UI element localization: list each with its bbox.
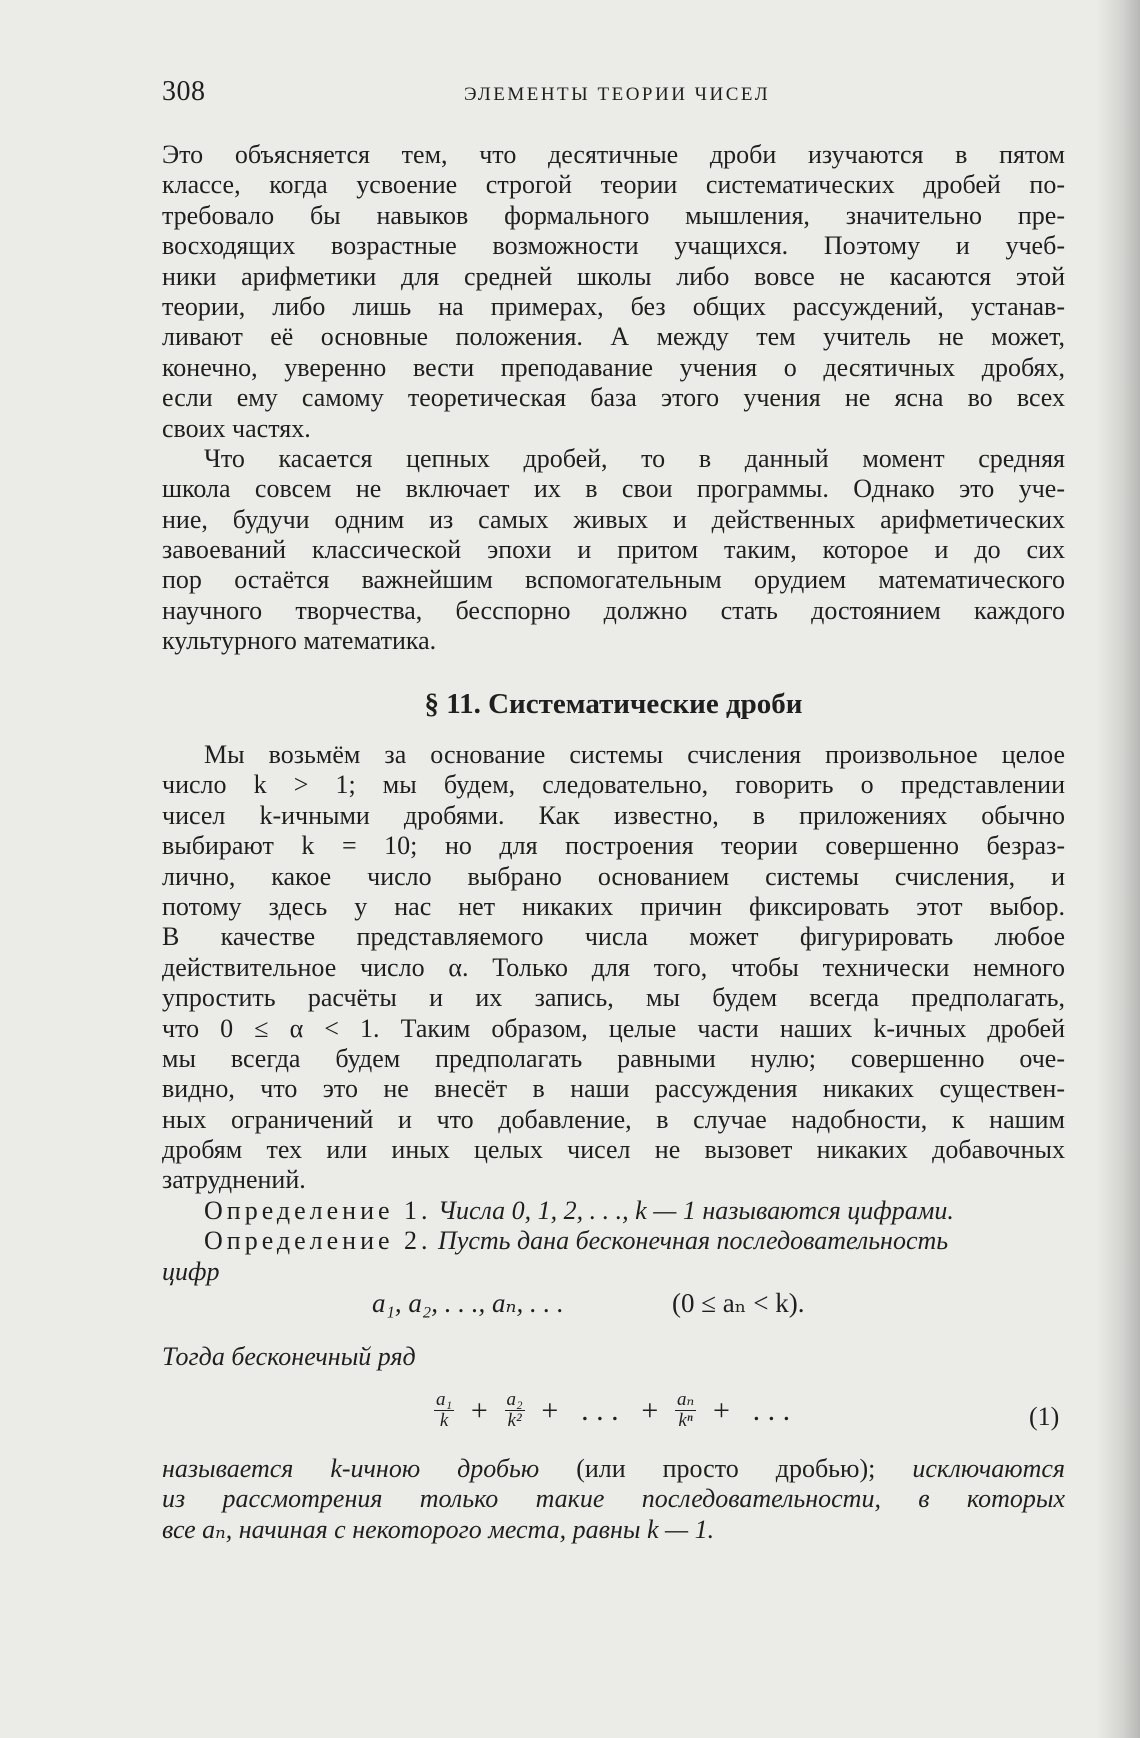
plus-sign: + — [470, 1393, 488, 1427]
text-line: культурного математика. — [162, 626, 437, 656]
page-number: 308 — [162, 76, 206, 107]
section-text — [162, 740, 1065, 1287]
ellipsis: . . . — [581, 1393, 619, 1427]
text-line: ных ограничений и что добавление, в случае надобности, к нашим — [162, 1104, 1065, 1134]
definition-label: Определение 1. — [204, 1195, 432, 1225]
text-line: если ему самому теоретическая база этого учения не ясна во всех — [162, 383, 1065, 413]
text-line: Что касается цепных дробей, то в данный момент средняя — [204, 443, 1065, 473]
text-line: научного творчества, бесспорно должно стать достоянием каждого — [162, 595, 1065, 625]
section-heading: § 11. Систематические дроби — [424, 688, 803, 720]
text-line: все aₙ, начиная с некоторого места, равны k — 1. — [162, 1514, 715, 1544]
text-line: классе, когда усвоение строгой теории систематических дробей по- — [162, 170, 1065, 200]
text-fragment: (или просто дробью); — [576, 1454, 876, 1483]
text-line — [162, 1454, 1065, 1484]
sequence-condition: (0 ≤ aₙ < k). — [672, 1288, 805, 1318]
text-line: упростить расчёты и их запись, мы будем всегда предполагать, — [162, 983, 1065, 1013]
fraction-term-2: $\frac{\text{a₂}}{\text{k²}}$ — [506, 1389, 523, 1431]
sequence-formula: a₁, a₂, . . ., aₙ, . . . — [372, 1288, 564, 1318]
text-line: что 0 ≤ α < 1. Таким образом, целые части наших k-ичных дробей — [162, 1013, 1065, 1043]
intro-text — [162, 140, 1065, 657]
page-edge-shadow — [1096, 0, 1140, 1738]
text-line: школа совсем не включает их в свои программы. Однако это уче- — [162, 474, 1065, 504]
text-line: лично, какое число выбрано основанием системы счисления, и — [162, 861, 1065, 891]
plus-sign: + — [712, 1393, 730, 1427]
running-title: ЭЛЕМЕНТЫ ТЕОРИИ ЧИСЕЛ — [464, 84, 771, 105]
text-line: теории, либо лишь на примерах, без общих рассуждений, устанав- — [162, 291, 1065, 321]
text-line: своих частях. — [162, 413, 311, 443]
equation-number: (1) — [1029, 1402, 1060, 1431]
text-line: чисел k-ичными дробями. Как известно, в приложениях обычно — [162, 800, 1065, 830]
text-line: действительное число α. Только для того, чтобы технически немного — [162, 952, 1065, 982]
closing-text — [162, 1454, 1065, 1545]
text-line: выбирают k = 10; но для построения теории совершенно безраз- — [162, 831, 1065, 861]
text-line: потому здесь у нас нет никаких причин фиксировать этот выбор. — [162, 891, 1065, 921]
text-line: затруднений. — [162, 1165, 306, 1195]
text-line: ники арифметики для средней школы либо вовсе не касаются этой — [162, 261, 1065, 291]
definition-1 — [162, 1196, 1065, 1226]
text-line: видно, что это не внесёт в наши рассуждения никаких существен- — [162, 1074, 1065, 1104]
plus-sign: + — [541, 1393, 559, 1427]
definition-2 — [162, 1226, 1065, 1256]
definition-text: Числа 0, 1, 2, . . ., k — 1 называются цифрами. — [438, 1195, 954, 1225]
then-line: Тогда бесконечный ряд — [162, 1342, 416, 1371]
fraction-term-n: $\frac{\text{aₙ}}{\text{kⁿ}}$ — [676, 1389, 695, 1431]
text-line: из рассмотрения только такие последовательности, в которых — [162, 1484, 1065, 1514]
text-line: Это объясняется тем, что десятичные дроби изучаются в пятом — [162, 140, 1065, 169]
series-formula — [432, 1390, 798, 1450]
definition-text: Пусть дана бесконечная последовательность — [438, 1226, 949, 1256]
text-line: требовало бы навыков формального мышления, значительно пре- — [162, 200, 1065, 230]
text-line: число k > 1; мы будем, следовательно, говорить о представлении — [162, 770, 1065, 800]
fraction-term-1: $\frac{\text{a₁}}{k}$ — [436, 1389, 453, 1431]
plus-sign: + — [641, 1393, 659, 1427]
text-line: ние, будучи одним из самых живых и действенных арифметических — [162, 504, 1065, 534]
text-line: мы всегда будем предполагать равными нулю; совершенно оче- — [162, 1043, 1065, 1073]
text-line: пор остаётся важнейшим вспомогательным орудием математического — [162, 565, 1065, 595]
definition-label: Определение 2. — [204, 1226, 432, 1256]
text-fragment: исключаются — [912, 1454, 1065, 1483]
text-line: ливают её основные положения. А между тем учитель не может, — [162, 322, 1065, 352]
text-line: конечно, уверенно вести преподавание учения о десятичных дробях, — [162, 352, 1065, 382]
text-line: дробям тех или иных целых чисел не вызовет никаких добавочных — [162, 1135, 1065, 1165]
text-line: В качестве представляемого числа может фигурировать любое — [162, 922, 1065, 952]
text-fragment: называется k-ичною дробью — [162, 1454, 540, 1483]
text-line: восходящих возрастные возможности учащихся. Поэтому и учеб- — [162, 231, 1065, 261]
running-header — [162, 76, 1062, 116]
text-line: завоеваний классической эпохи и притом таким, которое и до сих — [162, 535, 1065, 565]
ellipsis: . . . — [752, 1393, 791, 1427]
definition-text-continued: цифр — [162, 1256, 220, 1286]
text-line: Мы возьмём за основание системы счисления произвольное целое — [204, 740, 1065, 769]
